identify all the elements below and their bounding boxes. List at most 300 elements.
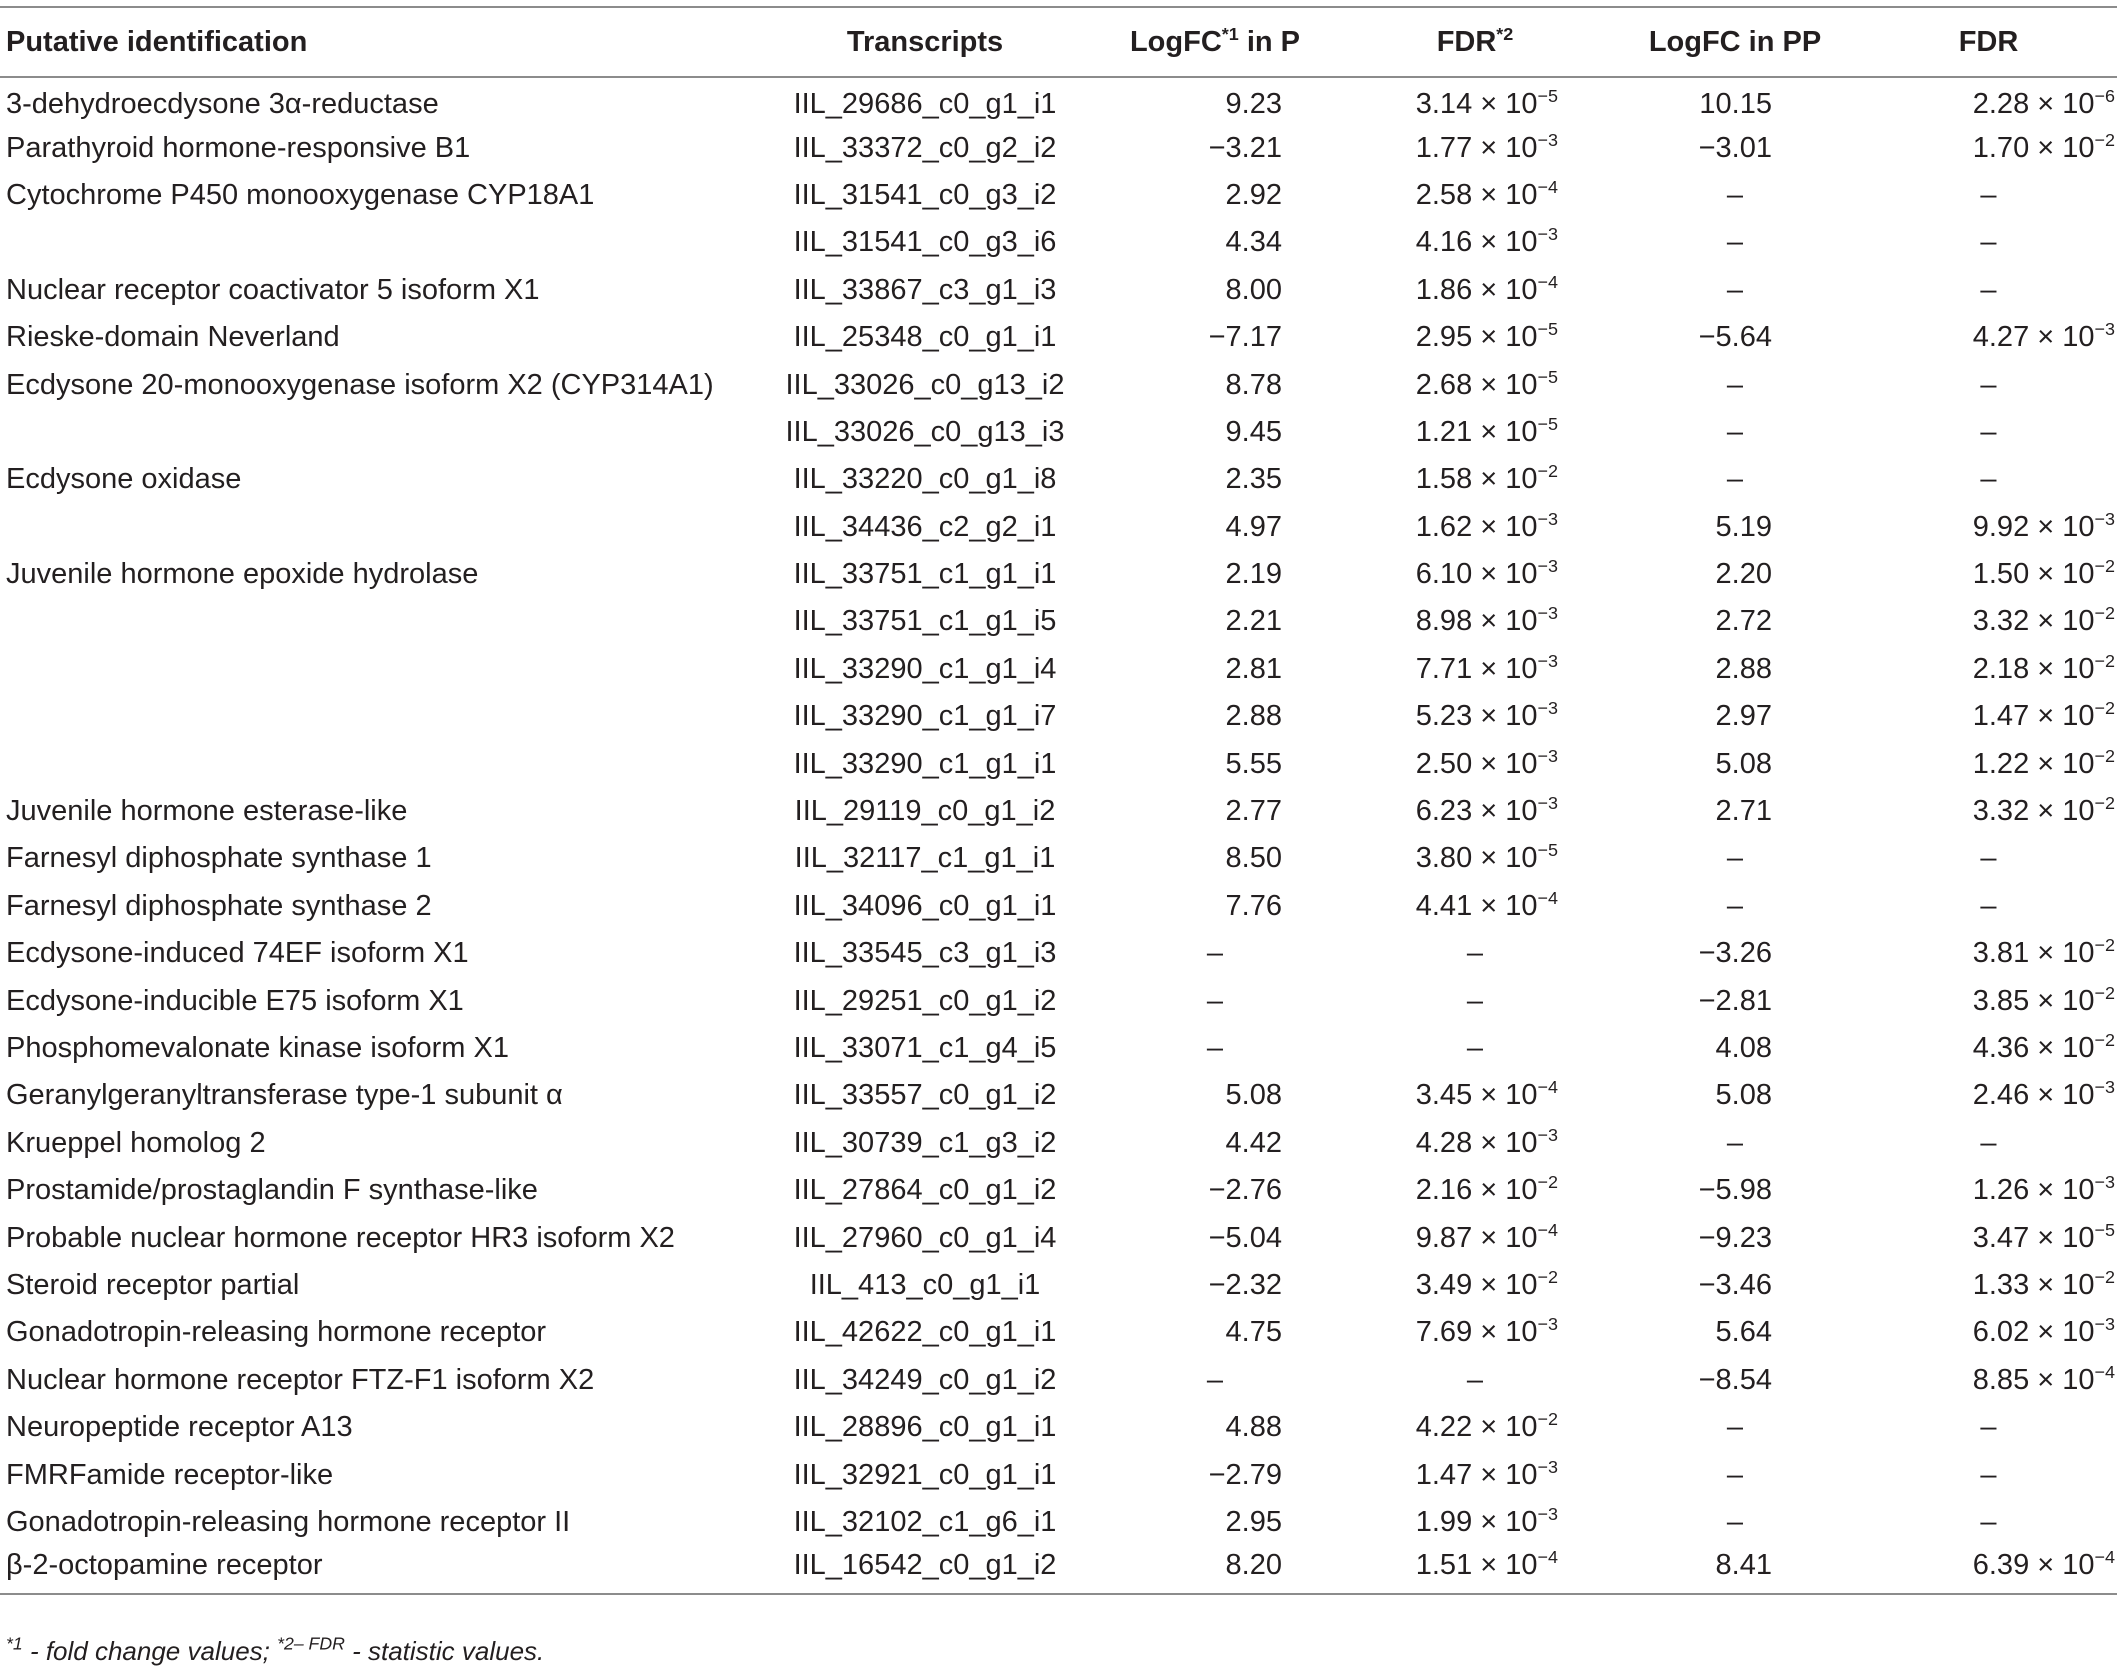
footnote-text-1: - fold change values; [22,1636,278,1666]
fdr-p-mantissa: 4.41 × 10 [1415,889,1538,922]
fdr-p-mantissa: 3.45 × 10 [1415,1079,1538,1112]
fdr-p-exponent: −5 [1537,85,1558,106]
cell-logfc-p: −2.79 [1208,1458,1282,1491]
cell-logfc-p: −3.21 [1208,131,1282,164]
fdr-pp-mantissa: 1.22 × 10 [1972,747,2095,780]
fdr-p-exponent: −4 [1537,177,1558,198]
header-logfc-p-suffix: in P [1238,25,1301,58]
cell-fdr-pp [1860,504,2117,551]
cell-logfc-pp: −5.98 [1698,1174,1772,1207]
cell-fdr-p [1340,977,1610,1024]
table-row [0,788,2117,835]
table-row [0,172,2117,219]
table-row [0,1120,2117,1167]
fdr-pp-mantissa: – [1980,415,1997,448]
fdr-pp-mantissa: – [1980,1505,1997,1538]
cell-logfc-p: 2.77 [1225,795,1282,828]
cell-fdr-p [1340,1120,1610,1167]
table-footnote [6,1633,545,1667]
cell-identification [0,219,760,266]
fdr-pp-mantissa: – [1980,889,1997,922]
fdr-p-mantissa: 1.58 × 10 [1415,463,1538,496]
fdr-pp-mantissa: – [1980,1126,1997,1159]
table-row [0,124,2117,171]
cell-logfc-p: 4.75 [1225,1316,1282,1349]
cell-logfc-p: 4.97 [1225,510,1282,543]
cell-fdr-p [1340,77,1610,124]
cell-logfc-p: 9.23 [1225,87,1282,120]
fdr-pp-mantissa: 2.46 × 10 [1972,1079,2095,1112]
table-row [0,1072,2117,1119]
cell-logfc-p: 8.00 [1225,273,1282,306]
fdr-pp-exponent: −6 [2094,85,2115,106]
cell-fdr-pp [1860,883,2117,930]
cell-fdr-pp [1860,172,2117,219]
cell-transcript: IIL_27960_c0_g1_i4 [793,1221,1057,1254]
cell-fdr-p [1340,1309,1610,1356]
fdr-pp-mantissa: – [1980,1458,1997,1491]
cell-transcript: IIL_25348_c0_g1_i1 [793,321,1057,354]
fdr-pp-exponent: −2 [2094,651,2115,672]
fdr-p-mantissa: 4.22 × 10 [1415,1411,1538,1444]
fdr-pp-mantissa: 2.28 × 10 [1972,87,2095,120]
fdr-p-exponent: −3 [1537,698,1558,719]
fdr-p-exponent: −3 [1537,224,1558,245]
cell-logfc-pp: 4.08 [1715,1032,1772,1064]
cell-transcript: IIL_33220_c0_g1_i8 [793,463,1057,496]
fdr-p-exponent: −4 [1537,1219,1558,1240]
fdr-pp-mantissa: 9.92 × 10 [1972,510,2095,543]
fdr-pp-mantissa: – [1980,463,1997,496]
cell-transcript: IIL_29686_c0_g1_i1 [793,87,1057,120]
table-row [0,219,2117,266]
cell-fdr-p [1340,172,1610,219]
cell-fdr-pp [1860,1546,2117,1593]
table-row [0,314,2117,361]
cell-transcript: IIL_29251_c0_g1_i2 [793,984,1057,1017]
cell-transcript: IIL_33751_c1_g1_i1 [793,558,1057,591]
cell-fdr-p [1340,456,1610,503]
cell-logfc-p: 2.19 [1225,558,1282,591]
fdr-p-mantissa: 3.80 × 10 [1415,842,1538,875]
table-row [0,1025,2117,1072]
cell-transcript: IIL_33545_c3_g1_i3 [793,937,1057,970]
fdr-pp-exponent: −2 [2094,745,2115,766]
cell-identification: Farnesyl diphosphate synthase 2 [6,889,432,922]
fdr-pp-mantissa: 3.32 × 10 [1972,605,2095,638]
table-row [0,883,2117,930]
cell-logfc-p: 7.76 [1225,889,1282,922]
table-row [0,1214,2117,1261]
cell-fdr-p [1340,835,1610,882]
fdr-p-exponent: −4 [1537,271,1558,292]
cell-fdr-pp [1860,267,2117,314]
fdr-pp-exponent: −2 [2094,1030,2115,1051]
cell-logfc-pp: 5.08 [1715,747,1772,780]
fdr-p-mantissa: 4.16 × 10 [1415,226,1538,259]
fdr-p-mantissa: 1.86 × 10 [1415,273,1538,306]
fdr-p-exponent: −3 [1537,1456,1558,1477]
cell-logfc-p: 4.88 [1225,1411,1282,1444]
fdr-p-mantissa: 1.47 × 10 [1415,1458,1538,1491]
cell-fdr-p [1340,551,1610,598]
cell-identification: FMRFamide receptor-like [6,1458,334,1491]
cell-logfc-pp: 8.41 [1715,1548,1772,1581]
fdr-pp-exponent: −2 [2094,129,2115,150]
cell-logfc-p: – [1206,1032,1224,1064]
table-row [0,835,2117,882]
fdr-p-mantissa: 7.71 × 10 [1415,652,1538,685]
fdr-p-exponent: −3 [1537,508,1558,529]
fdr-pp-mantissa: – [1980,1411,1997,1444]
fdr-p-mantissa: 3.49 × 10 [1415,1268,1538,1301]
cell-identification: Ecdysone 20-monooxygenase isoform X2 (CYP314A1) [6,368,714,401]
cell-transcript: IIL_33557_c0_g1_i2 [793,1079,1057,1112]
cell-logfc-pp: 2.20 [1715,558,1772,591]
cell-fdr-pp [1860,1357,2117,1404]
table-row [0,1499,2117,1546]
cell-fdr-pp [1860,1072,2117,1119]
cell-fdr-pp [1860,1025,2117,1072]
fdr-pp-mantissa: 8.85 × 10 [1972,1363,2095,1396]
header-identification: Putative identification [6,25,308,58]
cell-fdr-pp [1860,314,2117,361]
cell-logfc-pp: – [1726,1411,1744,1444]
fdr-pp-exponent: −4 [2094,1547,2115,1568]
fdr-pp-mantissa: – [1980,368,1997,401]
header-fdr-p-label: FDR [1436,25,1497,58]
table-row [0,598,2117,645]
cell-identification: Probable nuclear hormone receptor HR3 isoform X2 [6,1221,675,1254]
cell-logfc-pp: – [1726,178,1744,211]
cell-identification: Phosphomevalonate kinase isoform X1 [6,1032,509,1064]
cell-fdr-p [1340,504,1610,551]
fdr-pp-mantissa: 6.39 × 10 [1972,1548,2095,1581]
cell-transcript: IIL_33372_c0_g2_i2 [793,131,1057,164]
footnote-sup-2: *2– FDR [277,1633,345,1654]
cell-transcript: IIL_33026_c0_g13_i2 [785,368,1065,401]
table-row [0,1451,2117,1498]
cell-logfc-pp: 2.72 [1715,605,1772,638]
cell-fdr-pp [1860,1262,2117,1309]
table-row [0,1167,2117,1214]
cell-logfc-pp: −3.46 [1698,1268,1772,1301]
fdr-p-mantissa: 1.21 × 10 [1415,415,1538,448]
fdr-p-exponent: −5 [1537,414,1558,435]
fdr-p-exponent: −3 [1537,129,1558,150]
cell-identification: Steroid receptor partial [6,1268,300,1301]
fdr-p-mantissa: 2.50 × 10 [1415,747,1538,780]
fdr-pp-mantissa: 3.47 × 10 [1972,1221,2095,1254]
cell-logfc-p: 5.55 [1225,747,1282,780]
cell-fdr-p [1340,1025,1610,1072]
cell-fdr-pp [1860,1404,2117,1451]
table-row [0,1309,2117,1356]
cell-fdr-pp [1860,1167,2117,1214]
fdr-p-mantissa: 1.51 × 10 [1415,1548,1538,1581]
cell-fdr-pp [1860,409,2117,456]
fdr-p-mantissa: – [1466,1032,1484,1064]
fdr-p-mantissa: 4.28 × 10 [1415,1126,1538,1159]
fdr-pp-exponent: −5 [2094,1219,2115,1240]
fdr-p-exponent: −5 [1537,319,1558,340]
cell-transcript: IIL_31541_c0_g3_i6 [793,226,1057,259]
cell-logfc-pp: – [1726,273,1744,306]
cell-transcript: IIL_28896_c0_g1_i1 [793,1411,1057,1444]
header-logfc-p [1090,7,1340,77]
cell-identification: Gonadotropin-releasing hormone receptor [6,1316,547,1349]
cell-identification: Farnesyl diphosphate synthase 1 [6,842,432,875]
cell-identification [0,693,760,740]
cell-fdr-pp [1860,219,2117,266]
cell-logfc-p: – [1206,1363,1224,1396]
cell-logfc-p: −2.76 [1208,1174,1282,1207]
fdr-p-mantissa: 1.77 × 10 [1415,131,1538,164]
fdr-p-exponent: −3 [1537,793,1558,814]
cell-identification: Parathyroid hormone-responsive B1 [6,131,471,164]
cell-logfc-pp: 5.19 [1715,510,1772,543]
cell-logfc-pp: −8.54 [1698,1363,1772,1396]
table-row [0,930,2117,977]
cell-identification: Nuclear receptor coactivator 5 isoform X1 [6,273,540,306]
fdr-pp-mantissa: 3.81 × 10 [1972,937,2095,970]
table-row [0,1357,2117,1404]
cell-fdr-p [1340,1357,1610,1404]
cell-identification: β-2-octopamine receptor [6,1548,323,1581]
fdr-pp-mantissa: – [1980,226,1997,259]
table-row [0,977,2117,1024]
fdr-p-mantissa: 3.14 × 10 [1415,87,1538,120]
fdr-pp-mantissa: – [1980,842,1997,875]
cell-identification [0,646,760,693]
cell-logfc-p: – [1206,937,1224,970]
table-body [0,77,2117,1594]
cell-transcript: IIL_16542_c0_g1_i2 [793,1548,1057,1581]
table-row [0,409,2117,456]
fdr-p-mantissa: 7.69 × 10 [1415,1316,1538,1349]
cell-logfc-pp: – [1726,415,1744,448]
cell-identification: Geranylgeranyltransferase type-1 subunit α [6,1079,563,1112]
cell-logfc-p: 2.35 [1225,463,1282,496]
cell-transcript: IIL_33071_c1_g4_i5 [793,1032,1057,1064]
fdr-pp-mantissa: 6.02 × 10 [1972,1316,2095,1349]
fdr-p-exponent: −4 [1537,1547,1558,1568]
table-row [0,646,2117,693]
table-row [0,551,2117,598]
cell-identification: Juvenile hormone esterase-like [6,795,408,828]
cell-fdr-p [1340,598,1610,645]
header-transcripts: Transcripts [846,25,1004,58]
cell-logfc-pp: – [1726,889,1744,922]
table-row [0,1404,2117,1451]
cell-identification: Ecdysone-inducible E75 isoform X1 [6,984,464,1017]
cell-fdr-p [1340,930,1610,977]
fdr-p-exponent: −2 [1537,1409,1558,1430]
cell-fdr-pp [1860,835,2117,882]
cell-logfc-p: −5.04 [1208,1221,1282,1254]
cell-transcript: IIL_33026_c0_g13_i3 [785,415,1065,448]
cell-logfc-pp: – [1726,1505,1744,1538]
fdr-p-exponent: −4 [1537,888,1558,909]
fdr-pp-exponent: −3 [2094,1314,2115,1335]
cell-fdr-p [1340,693,1610,740]
fdr-pp-exponent: −2 [2094,603,2115,624]
fdr-pp-mantissa: – [1980,273,1997,306]
cell-logfc-pp: – [1726,226,1744,259]
cell-logfc-pp: 5.08 [1715,1079,1772,1112]
cell-identification: 3-dehydroecdysone 3α-reductase [6,87,439,120]
cell-identification: Neuropeptide receptor A13 [6,1411,353,1444]
fdr-pp-mantissa: 1.50 × 10 [1972,558,2095,591]
cell-transcript: IIL_29119_c0_g1_i2 [794,795,1056,828]
fdr-p-exponent: −3 [1537,651,1558,672]
fdr-p-mantissa: 6.10 × 10 [1415,558,1538,591]
fdr-p-mantissa: – [1466,984,1484,1017]
table-row [0,740,2117,787]
fdr-pp-exponent: −4 [2094,1361,2115,1382]
cell-fdr-pp [1860,1214,2117,1261]
cell-fdr-p [1340,1072,1610,1119]
cell-logfc-p: 4.34 [1225,226,1282,259]
cell-fdr-p [1340,740,1610,787]
cell-fdr-pp [1860,977,2117,1024]
cell-logfc-p: 8.20 [1225,1548,1282,1581]
cell-fdr-pp [1860,456,2117,503]
cell-identification: Krueppel homolog 2 [6,1126,266,1159]
cell-logfc-pp: 10.15 [1699,87,1772,120]
fdr-p-mantissa: 8.98 × 10 [1415,605,1538,638]
header-logfc-p-label: LogFC [1129,25,1222,58]
cell-fdr-pp [1860,124,2117,171]
fdr-p-exponent: −3 [1537,1504,1558,1525]
fdr-p-exponent: −3 [1537,1125,1558,1145]
cell-fdr-p [1340,361,1610,408]
fdr-pp-exponent: −2 [2094,793,2115,814]
cell-identification: Rieske-domain Neverland [6,321,340,354]
cell-logfc-p: 2.88 [1225,700,1282,733]
cell-fdr-p [1340,1262,1610,1309]
cell-fdr-p [1340,219,1610,266]
cell-fdr-pp [1860,598,2117,645]
cell-fdr-p [1340,124,1610,171]
cell-logfc-p: 2.81 [1225,652,1282,685]
fdr-pp-mantissa: 4.27 × 10 [1972,321,2095,354]
cell-transcript: IIL_33290_c1_g1_i7 [793,700,1057,733]
cell-identification: Nuclear hormone receptor FTZ-F1 isoform X2 [6,1363,595,1396]
fdr-pp-exponent: −3 [2094,508,2115,529]
cell-logfc-pp: 2.71 [1715,795,1772,828]
cell-identification: Gonadotropin-releasing hormone receptor II [6,1505,571,1538]
cell-fdr-pp [1860,361,2117,408]
fdr-p-mantissa: 2.68 × 10 [1415,368,1538,401]
cell-logfc-p: 9.45 [1225,415,1282,448]
fdr-pp-mantissa: 1.26 × 10 [1972,1174,2095,1207]
table-row [0,504,2117,551]
cell-identification [0,409,760,456]
cell-identification: Cytochrome P450 monooxygenase CYP18A1 [6,178,595,211]
fdr-pp-mantissa: 1.33 × 10 [1972,1268,2095,1301]
cell-logfc-pp: −3.01 [1698,131,1772,164]
cell-transcript: IIL_34436_c2_g2_i1 [793,510,1057,543]
cell-logfc-p: 5.08 [1225,1079,1282,1112]
fdr-pp-exponent: −3 [2094,1172,2115,1193]
fdr-p-mantissa: 2.16 × 10 [1415,1174,1538,1207]
cell-identification: Ecdysone-induced 74EF isoform X1 [6,937,469,970]
fdr-p-exponent: −2 [1537,461,1558,482]
fdr-p-exponent: −3 [1537,603,1558,624]
cell-transcript: IIL_27864_c0_g1_i2 [793,1174,1057,1207]
cell-logfc-pp: −3.26 [1698,937,1772,970]
cell-fdr-pp [1860,788,2117,835]
cell-fdr-p [1340,267,1610,314]
table-row [0,693,2117,740]
cell-fdr-p [1340,1451,1610,1498]
fdr-p-mantissa: 2.58 × 10 [1415,178,1538,211]
cell-fdr-pp [1860,1309,2117,1356]
cell-identification: Juvenile hormone epoxide hydrolase [6,558,479,591]
table-row [0,1546,2117,1593]
cell-transcript: IIL_32117_c1_g1_i1 [794,842,1056,875]
cell-identification: Prostamide/prostaglandin F synthase-like [6,1174,538,1207]
cell-transcript: IIL_413_c0_g1_i1 [809,1268,1041,1301]
fdr-pp-exponent: −2 [2094,698,2115,719]
cell-transcript: IIL_34249_c0_g1_i2 [793,1363,1057,1396]
fdr-p-mantissa: 1.99 × 10 [1415,1505,1538,1538]
fdr-pp-mantissa: 3.32 × 10 [1972,795,2095,828]
fdr-pp-mantissa: 1.70 × 10 [1972,131,2095,164]
fdr-pp-mantissa: – [1980,178,1997,211]
cell-fdr-p [1340,1167,1610,1214]
fdr-p-mantissa: – [1466,937,1484,970]
cell-transcript: IIL_32921_c0_g1_i1 [793,1458,1057,1491]
fdr-p-mantissa: 5.23 × 10 [1415,700,1538,733]
table-row [0,456,2117,503]
fdr-p-exponent: −5 [1537,840,1558,861]
results-table [0,6,2117,1595]
cell-fdr-p [1340,788,1610,835]
cell-logfc-p: 4.42 [1225,1126,1282,1159]
cell-fdr-pp [1860,693,2117,740]
cell-transcript: IIL_33751_c1_g1_i5 [793,605,1057,638]
cell-identification [0,504,760,551]
cell-fdr-p [1340,1546,1610,1593]
cell-fdr-p [1340,1404,1610,1451]
fdr-p-mantissa: – [1466,1363,1484,1396]
cell-fdr-pp [1860,77,2117,124]
cell-transcript: IIL_31541_c0_g3_i2 [793,178,1057,211]
cell-logfc-pp: – [1726,1458,1744,1491]
fdr-pp-exponent: −3 [2094,319,2115,340]
cell-fdr-p [1340,883,1610,930]
cell-transcript: IIL_32102_c1_g6_i1 [793,1505,1057,1538]
header-fdr-pp: FDR [1958,25,2019,58]
cell-logfc-pp: −2.81 [1698,984,1772,1017]
cell-logfc-pp: 2.97 [1715,700,1772,733]
fdr-p-exponent: −2 [1537,1172,1558,1193]
fdr-p-exponent: −3 [1537,556,1558,577]
fdr-p-exponent: −4 [1537,1077,1558,1098]
table-row [0,267,2117,314]
cell-fdr-pp [1860,646,2117,693]
fdr-p-mantissa: 1.62 × 10 [1415,510,1538,543]
fdr-p-mantissa: 9.87 × 10 [1415,1221,1538,1254]
fdr-pp-mantissa: 4.36 × 10 [1972,1032,2095,1064]
cell-logfc-p: 8.50 [1225,842,1282,875]
cell-fdr-p [1340,1499,1610,1546]
cell-fdr-p [1340,646,1610,693]
header-fdr-p [1340,7,1610,77]
table-header-row [0,7,2117,77]
